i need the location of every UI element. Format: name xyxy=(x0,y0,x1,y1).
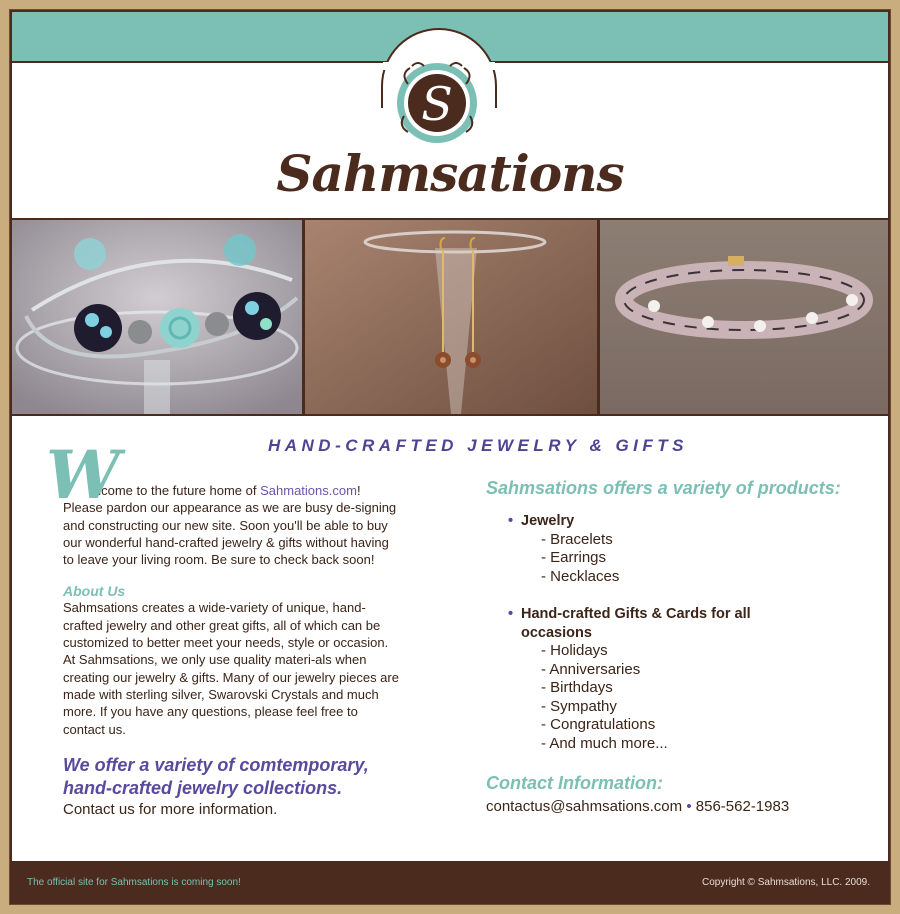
earrings-photo xyxy=(305,220,597,414)
logo-letter: S xyxy=(421,77,453,131)
list-item: - Necklaces xyxy=(541,567,620,585)
list-item: - Anniversaries xyxy=(541,660,641,678)
tagline: HAND-CRAFTED JEWELRY & GIFTS xyxy=(267,436,689,455)
brand-name[interactable]: Sahmsations xyxy=(276,144,624,203)
product-list xyxy=(486,512,876,753)
contact-heading: Contact Information: xyxy=(486,773,663,793)
bracelet-photo xyxy=(12,220,302,414)
list-item: - Bracelets xyxy=(541,530,613,548)
footer-copyright: Copyright © Sahmsations, LLC. 2009. xyxy=(701,877,870,888)
offer-heading: We offer a variety of comtemporary, hand-crafted jewelry collections. xyxy=(63,754,369,798)
products-heading: Sahmsations offers a variety of products: xyxy=(486,478,841,498)
site-link[interactable]: Sahmations.com xyxy=(260,483,357,498)
category-jewelry: • Jewelry xyxy=(508,513,575,529)
welcome-column xyxy=(46,436,403,820)
contact-phone: 856-562-1983 xyxy=(695,798,790,815)
list-item: - And much more... xyxy=(541,734,668,752)
list-item: - Birthdays xyxy=(541,679,613,696)
list-item: - Holidays xyxy=(541,642,608,659)
list-item: - Congratulations xyxy=(541,716,656,733)
drop-cap: W xyxy=(46,436,121,514)
category-gifts: • Hand-crafted Gifts & Cards for all occasions xyxy=(508,606,751,641)
about-text: Sahmsations creates a wide-variety of unique, hand-crafted jewelry and other great gifts, all of which can be customized to better meet your needs, style or occasion. At Sahmsations, we only use quality materi-als when creating our jewelry & gifts. Many of our jewelry pieces are made with sterling silver, Swarovski Crystals and much more. If you have any questions, please feel free to contact us. xyxy=(63,600,399,737)
logo-emblem-icon[interactable] xyxy=(386,54,488,152)
products-column xyxy=(486,478,876,815)
about-heading: About Us xyxy=(63,583,126,600)
list-item: - Sympathy xyxy=(541,697,617,715)
beaded-bracelet-photo xyxy=(600,220,888,414)
welcome-rest: Please pardon our appearance as we are busy de-signing and constructing our new site. Soon you'll be able to buy our wonderful hand-crafted jewelry & gifts without having to leave your living room. Be sure to check back soon! xyxy=(63,500,397,568)
list-item: - Earrings xyxy=(541,549,607,566)
welcome-text: elcome to the future home of Sahmations.com! Please pardon our appearance as we are busy de-signing and constructing our new site. Soon you'll be able to buy our wonderful hand-crafted jewelry & gifts without having to leave your living room. Be sure to check back soon! xyxy=(63,448,403,568)
footer xyxy=(12,861,888,904)
page-content xyxy=(12,12,888,861)
bullet-icon: • xyxy=(508,606,514,622)
contact-email-link[interactable]: contactus@sahmsations.com xyxy=(486,798,683,815)
bullet-icon: • xyxy=(508,513,514,529)
separator-icon: • xyxy=(686,798,692,815)
offer-subtext: Contact us for more information. xyxy=(63,800,278,818)
footer-message: The official site for Sahmsations is coming soon! xyxy=(27,877,241,888)
photo-banner xyxy=(12,218,888,416)
page-frame xyxy=(9,9,891,905)
contact-line xyxy=(486,798,876,815)
